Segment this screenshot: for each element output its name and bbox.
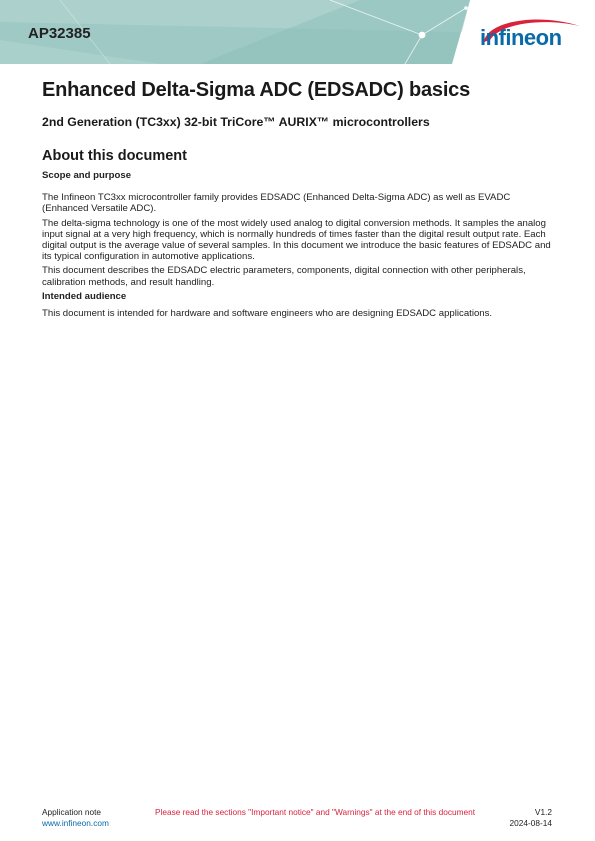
audience-paragraph: This document is intended for hardware and software engineers who are designing EDSADC applications. bbox=[42, 308, 493, 320]
audience-heading: Intended audience bbox=[42, 290, 127, 302]
scope-heading: Scope and purpose bbox=[42, 170, 132, 181]
version-label: V1.2 bbox=[534, 807, 552, 817]
doc-type-label: Application note bbox=[42, 807, 102, 817]
scope-paragraph-3: This document describes the EDSADC electric parameters, components, digital connection with other peripherals, calibration methods, and result handling. bbox=[42, 265, 526, 288]
logo-wordmark: infineon bbox=[480, 25, 562, 50]
about-heading: About this document bbox=[42, 148, 187, 164]
date-label: 2024-08-14 bbox=[509, 818, 552, 828]
document-id: AP32385 bbox=[28, 25, 91, 42]
about-section bbox=[42, 170, 557, 322]
infineon-logo bbox=[476, 12, 586, 60]
footer-left bbox=[42, 807, 109, 829]
scope-paragraph-1: The Infineon TC3xx microcontroller family provides EDSADC (Enhanced Delta-Sigma ADC) as well as EVADC (Enhanced Versatile ADC). bbox=[42, 192, 511, 215]
scope-paragraph-2: The delta-sigma technology is one of the most widely used analog to digital conversion methods. It samples the analog input signal at a very high frequency, which is normally hundreds of times faster than the digital result output rate. Each digital output is the average value of several samples. In this document we introduce the basic features of EDSADC and its typical configuration in automotive applications. bbox=[42, 217, 551, 263]
footer-right bbox=[510, 807, 552, 829]
document-subtitle: 2nd Generation (TC3xx) 32-bit TriCore™ AURIX™ microcontrollers bbox=[42, 115, 430, 129]
website-link[interactable]: www.infineon.com bbox=[42, 818, 109, 828]
document-title: Enhanced Delta-Sigma ADC (EDSADC) basics bbox=[42, 79, 471, 101]
footer-notice: Please read the sections "Important notice" and "Warnings" at the end of this document bbox=[155, 807, 476, 817]
